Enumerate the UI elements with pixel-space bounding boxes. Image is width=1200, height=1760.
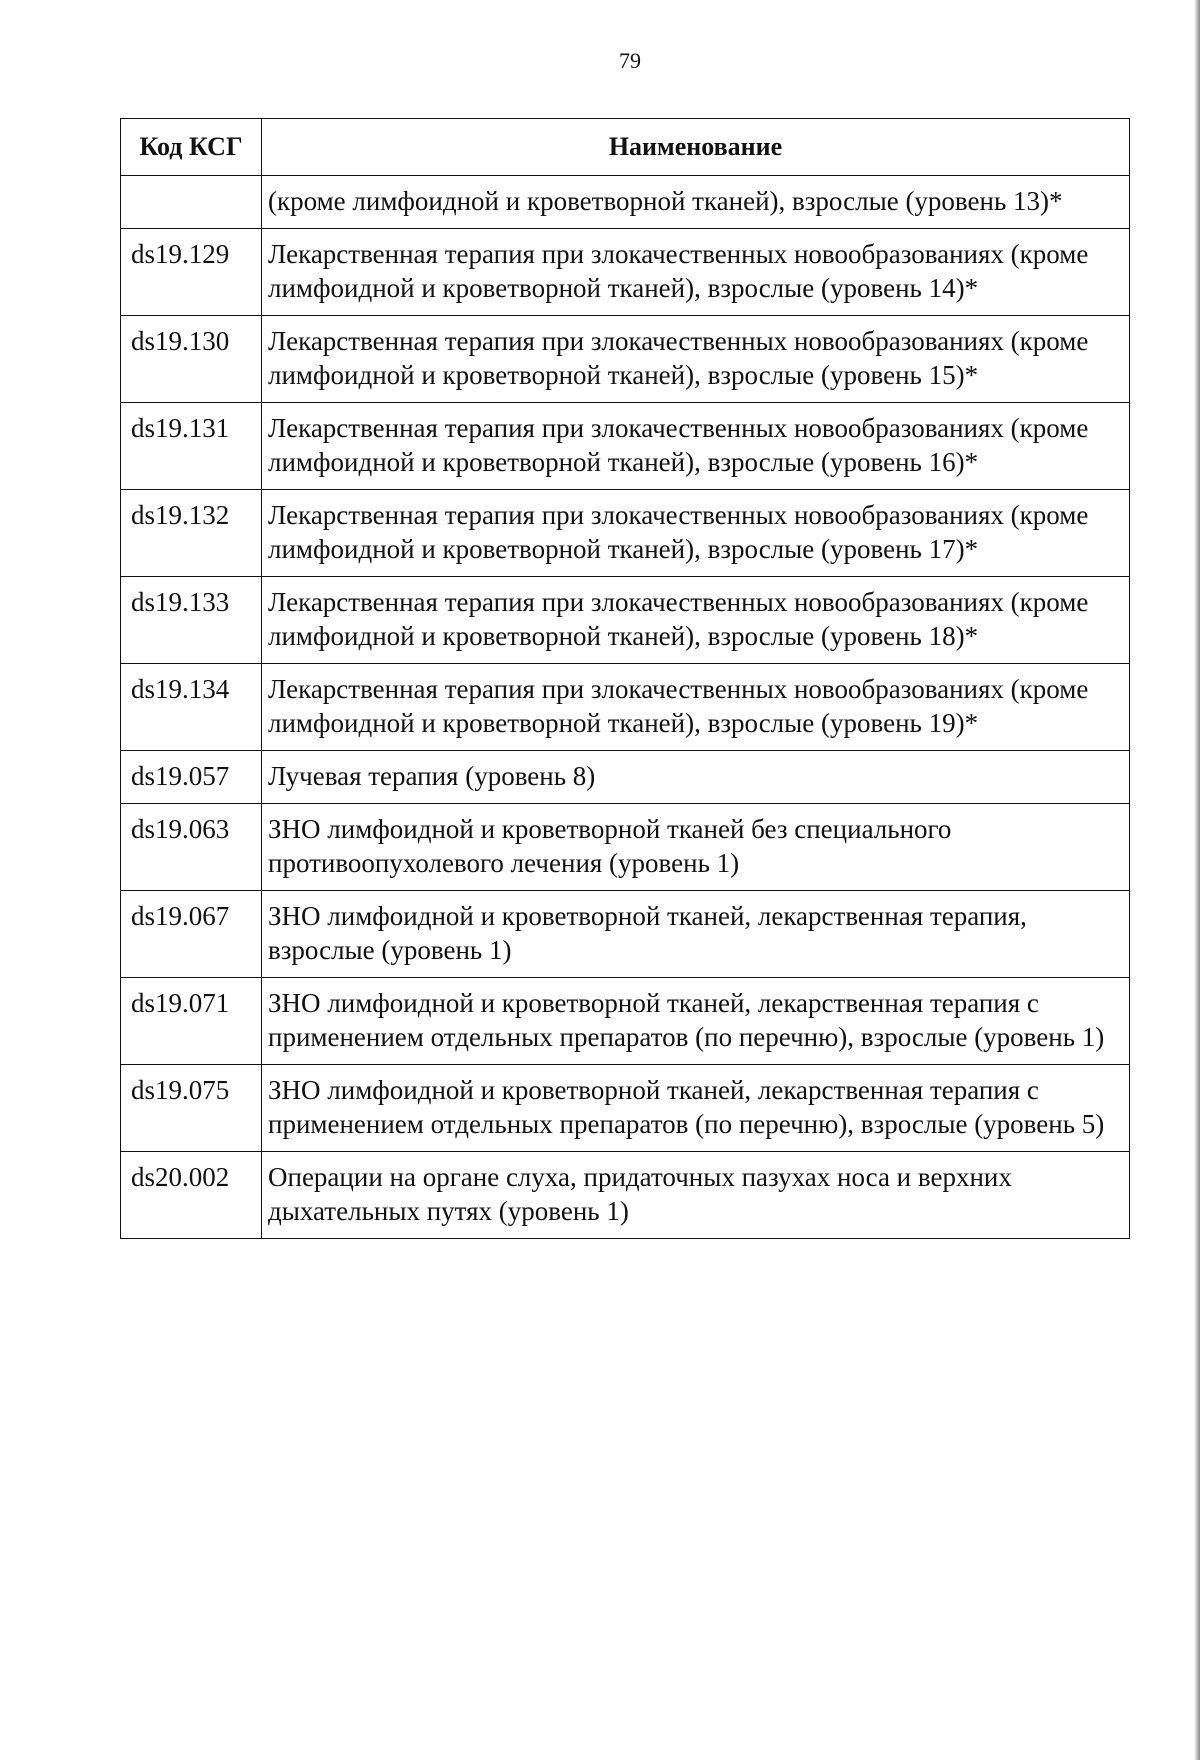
row-name: ЗНО лимфоидной и кроветворной тканей без специального противоопухолевого лечения (уровень 1)	[262, 804, 1130, 891]
row-code: ds19.130	[121, 316, 262, 403]
ksg-table-container	[120, 118, 1130, 1239]
table-row	[121, 229, 1130, 316]
row-code: ds19.129	[121, 229, 262, 316]
table-row	[121, 577, 1130, 664]
row-code: ds19.057	[121, 751, 262, 804]
table-header-row	[121, 119, 1130, 176]
table-row	[121, 1065, 1130, 1152]
table-row	[121, 978, 1130, 1065]
header-code: Код КСГ	[121, 119, 262, 176]
table-row	[121, 891, 1130, 978]
row-name: Лекарственная терапия при злокачественных новообразованиях (кроме лимфоидной и кроветворной тканей), взрослые (уровень 16)*	[262, 403, 1130, 490]
table-row	[121, 664, 1130, 751]
row-name: Лекарственная терапия при злокачественных новообразованиях (кроме лимфоидной и кроветворной тканей), взрослые (уровень 19)*	[262, 664, 1130, 751]
row-code	[121, 176, 262, 229]
table-row	[121, 176, 1130, 229]
row-name: Лекарственная терапия при злокачественных новообразованиях (кроме лимфоидной и кроветворной тканей), взрослые (уровень 18)*	[262, 577, 1130, 664]
ksg-table	[120, 118, 1130, 1239]
table-row	[121, 403, 1130, 490]
scan-edge-shadow	[1194, 0, 1200, 1760]
row-code: ds19.131	[121, 403, 262, 490]
page-number: 79	[619, 48, 641, 73]
table-row	[121, 1152, 1130, 1239]
row-name: ЗНО лимфоидной и кроветворной тканей, лекарственная терапия, взрослые (уровень 1)	[262, 891, 1130, 978]
row-code: ds19.075	[121, 1065, 262, 1152]
table-row	[121, 316, 1130, 403]
table-row	[121, 490, 1130, 577]
header-name: Наименование	[262, 119, 1130, 176]
row-name: Лекарственная терапия при злокачественных новообразованиях (кроме лимфоидной и кроветворной тканей), взрослые (уровень 17)*	[262, 490, 1130, 577]
row-code: ds19.132	[121, 490, 262, 577]
row-code: ds19.133	[121, 577, 262, 664]
row-name: Лекарственная терапия при злокачественных новообразованиях (кроме лимфоидной и кроветворной тканей), взрослые (уровень 15)*	[262, 316, 1130, 403]
row-code: ds19.071	[121, 978, 262, 1065]
row-code: ds19.067	[121, 891, 262, 978]
table-row	[121, 751, 1130, 804]
row-name: ЗНО лимфоидной и кроветворной тканей, лекарственная терапия с применением отдельных препаратов (по перечню), взрослые (уровень 1)	[262, 978, 1130, 1065]
table-row	[121, 804, 1130, 891]
row-code: ds19.134	[121, 664, 262, 751]
row-code: ds19.063	[121, 804, 262, 891]
row-name: Лучевая терапия (уровень 8)	[262, 751, 1130, 804]
row-name: (кроме лимфоидной и кроветворной тканей), взрослые (уровень 13)*	[262, 176, 1130, 229]
row-code: ds20.002	[121, 1152, 262, 1239]
row-name: Операции на органе слуха, придаточных пазухах носа и верхних дыхательных путях (уровень 1)	[262, 1152, 1130, 1239]
row-name: ЗНО лимфоидной и кроветворной тканей, лекарственная терапия с применением отдельных препаратов (по перечню), взрослые (уровень 5)	[262, 1065, 1130, 1152]
row-name: Лекарственная терапия при злокачественных новообразованиях (кроме лимфоидной и кроветворной тканей), взрослые (уровень 14)*	[262, 229, 1130, 316]
